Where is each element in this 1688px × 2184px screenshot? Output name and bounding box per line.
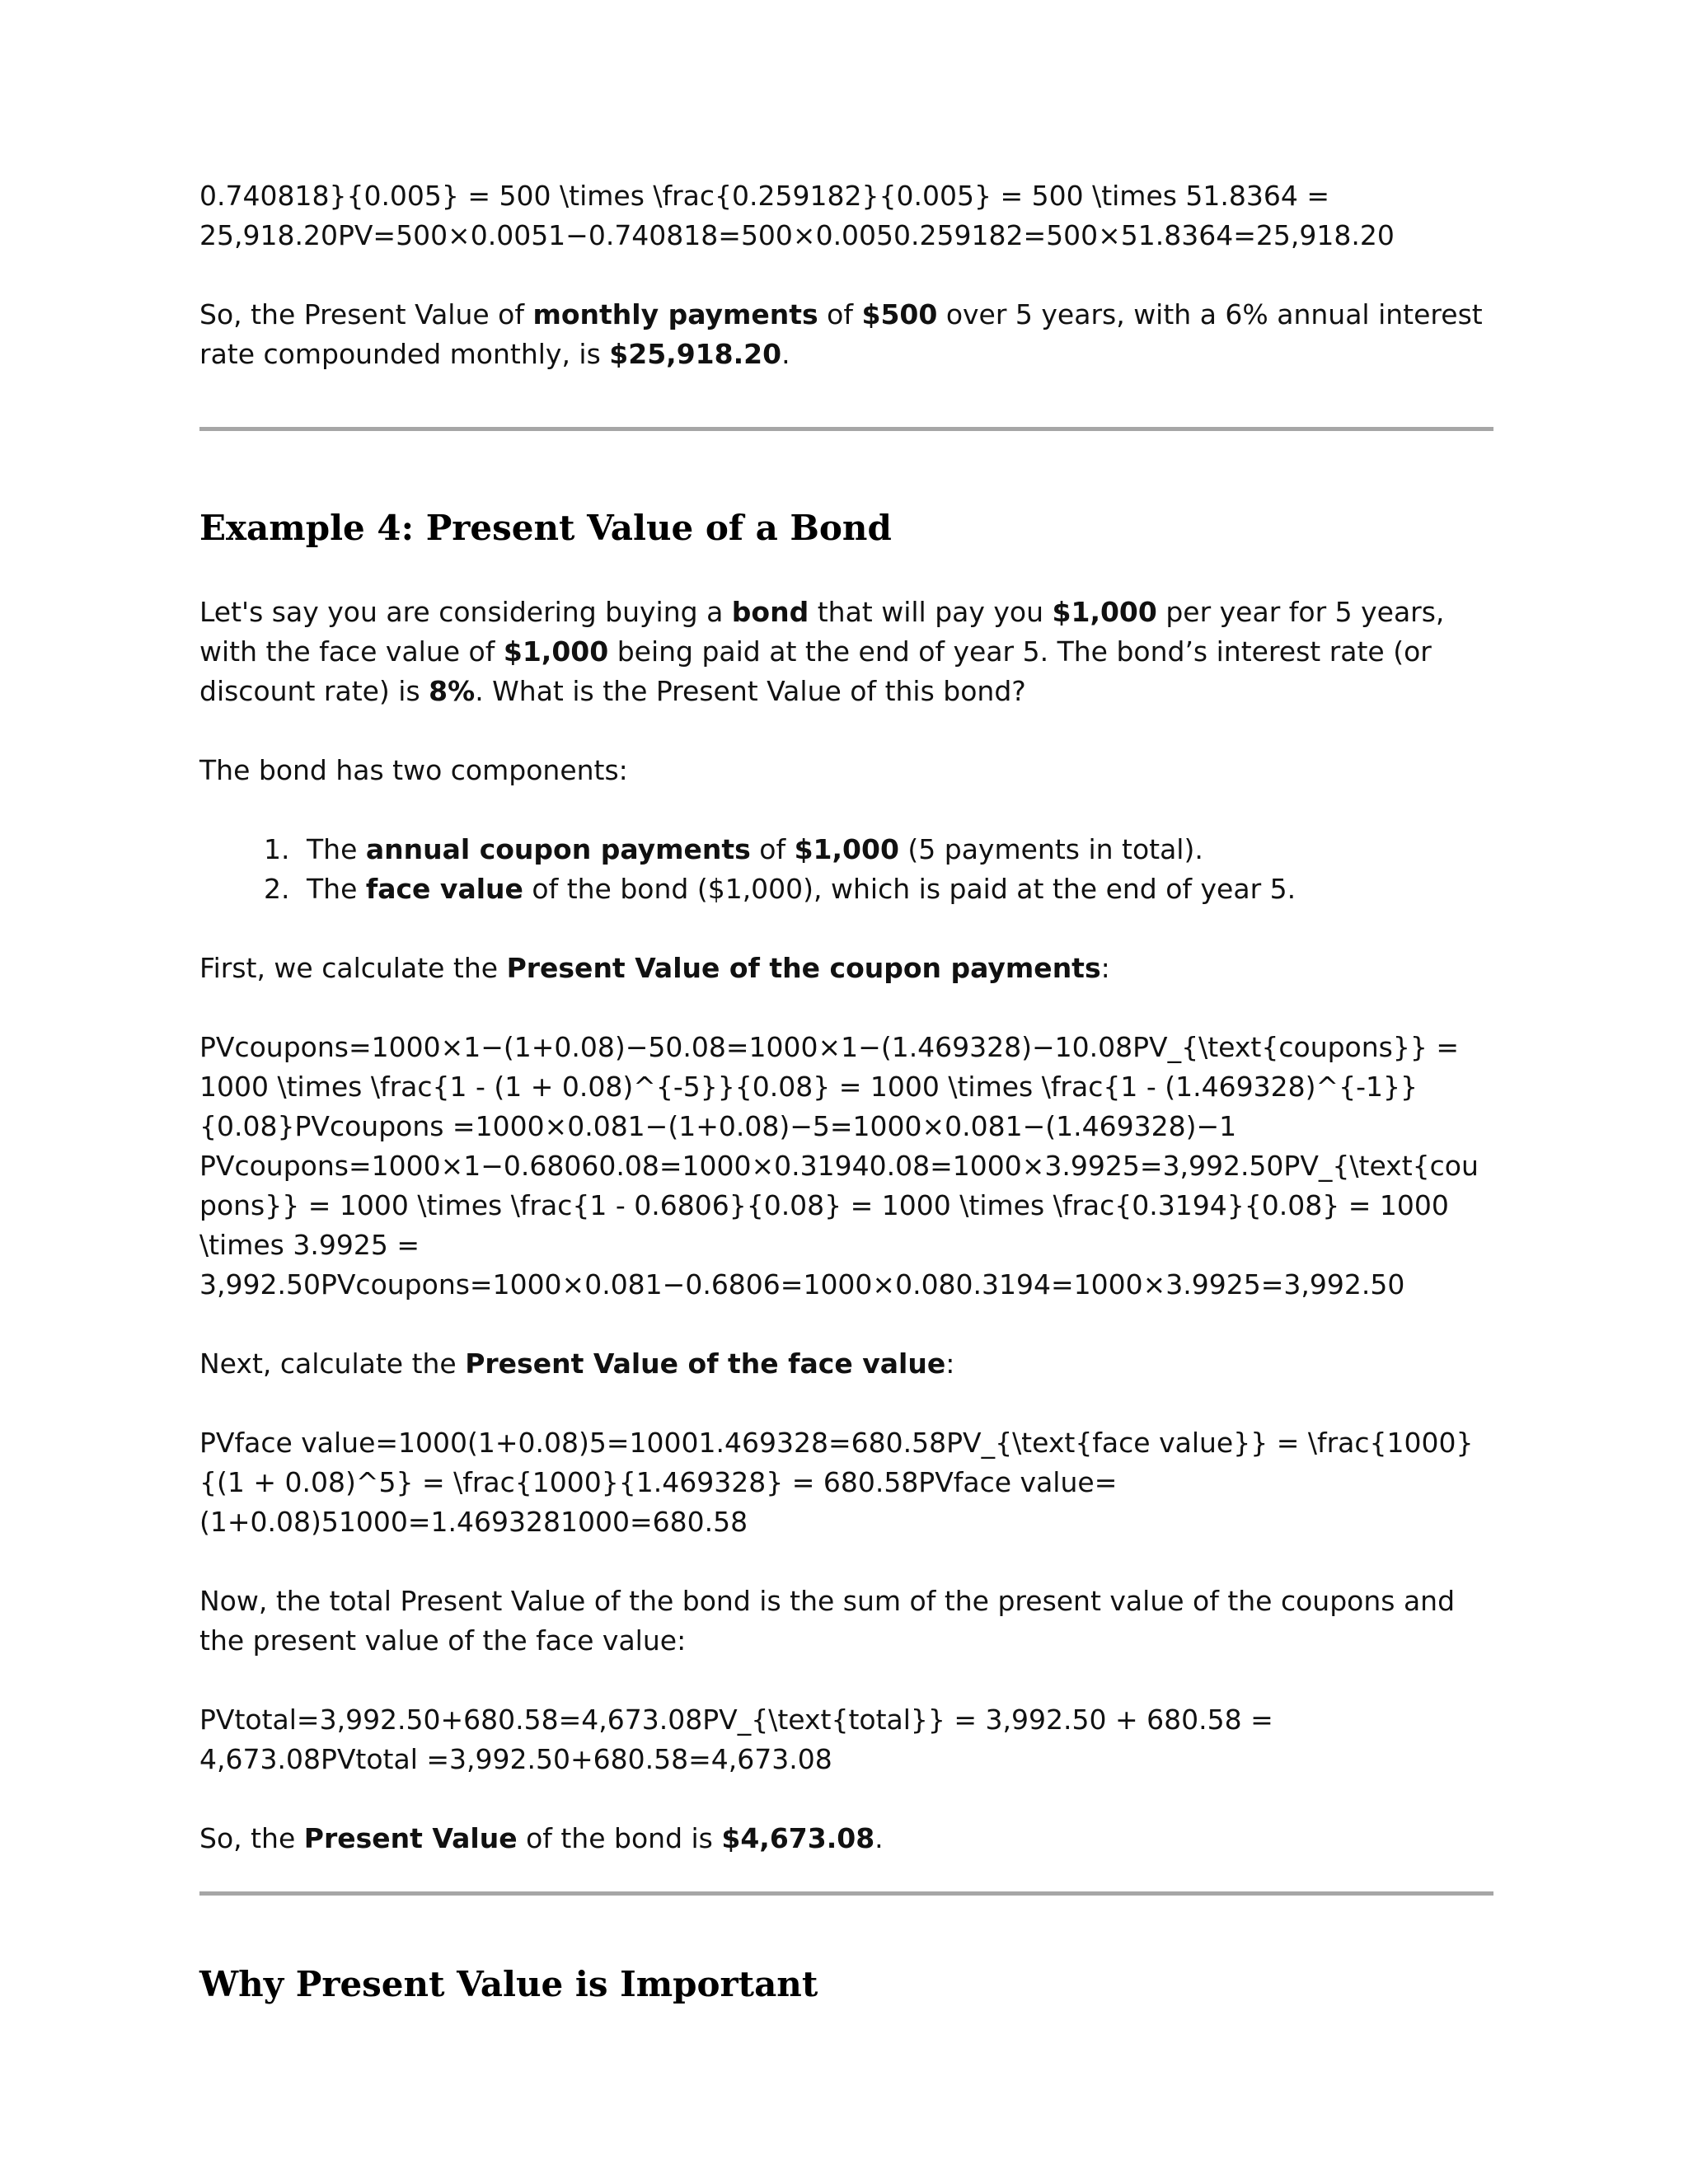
total-pv-formula: PVtotal=3,992.50+680.58=4,673.08PV_{\text{total}} = 3,992.50 + 680.58 = 4,673.08PVtotal =3,992.50+680.58=4,673.08 [199, 1704, 1273, 1775]
summary-bold-amount: $500 [861, 298, 938, 330]
intro-text: Next, calculate the [199, 1347, 466, 1380]
intro-bold: Present Value of the coupon payments [506, 952, 1101, 984]
list-item [298, 869, 1493, 909]
summary-text: . [781, 338, 790, 370]
list-text: (5 payments in total). [898, 833, 1203, 865]
intro-text: Let's say you are considering buying a [199, 596, 732, 628]
intro-bold-bond: bond [731, 596, 809, 628]
intro-text: : [945, 1347, 955, 1380]
intro-text: First, we calculate the [199, 952, 507, 984]
face-pv-formula: PVface value=1000(1+0.08)5=10001.469328=680.58PV_{\text{face value}} = \frac{1000}{(1 + 0.08)^5} = \frac{1000}{1.469328} = 680.58PVface value=(1+0.08)51000=1.4693281000=680.58 [199, 1427, 1474, 1538]
conclusion-text: So, the [199, 1822, 304, 1854]
summary-text: of [818, 298, 862, 330]
intro-text: being paid at the end of year 5. The bond’s interest rate (or discount rate) is [199, 635, 1432, 707]
example-4-heading: Example 4: Present Value of a Bond [199, 508, 892, 548]
coupon-pv-formula [199, 1028, 1493, 1146]
bond-intro [199, 593, 1493, 711]
bond-pv-conclusion [199, 1819, 1493, 1858]
intro-text: that will pay you [809, 596, 1053, 628]
list-text: The [307, 873, 366, 905]
summary-text: over 5 years, with a 6% annual interest rate compounded monthly, is [199, 298, 1483, 370]
intro-bold: Present Value of the face value [465, 1347, 946, 1380]
list-item [298, 830, 1493, 869]
total-pv-intro: Now, the total Present Value of the bond is the sum of the present value of the coupons and the present value of the face value: [199, 1585, 1456, 1657]
conclusion-bold: Present Value [303, 1822, 518, 1854]
coupon-pv-formula-result [199, 1146, 1493, 1305]
formula-text: PVcoupons=1000×1−0.68060.08=1000×0.31940.08=1000×3.9925=3,992.50PV_{\text{coupons}} = 1000 \times \frac{1 - 0.6806}{0.08} = 1000 \times \frac{0.3194}{0.08} = 1000 \times 3.9925 = 3,992.50PVcoupons=1000×0.081−0.6806=1000×0.080.3194=1000×3.9925=3,992.50 [199, 1150, 1479, 1301]
list-text: of the bond ($1,000), which is paid at the end of year 5. [523, 873, 1296, 905]
intro-text: . What is the Present Value of this bond? [475, 675, 1026, 707]
list-text: of [750, 833, 795, 865]
formula-line-1: 0.740818}{0.005} = 500 \times \frac{0.259182}{0.005} = 500 \times 51.8364 = [199, 180, 1330, 212]
intro-bold-face-value: $1,000 [503, 635, 609, 668]
monthly-pv-summary [199, 295, 1493, 374]
components-intro: The bond has two components: [199, 754, 628, 786]
list-bold: annual coupon payments [365, 833, 751, 865]
monthly-pv-formula [199, 176, 1493, 255]
summary-bold-result: $25,918.20 [609, 338, 782, 370]
conclusion-bold-result: $4,673.08 [721, 1822, 875, 1854]
intro-bold-payment: $1,000 [1052, 596, 1157, 628]
intro-text: : [1100, 952, 1110, 984]
section-divider [199, 1891, 1493, 1896]
list-bold: $1,000 [794, 833, 899, 865]
conclusion-text: . [874, 1822, 884, 1854]
list-text: The [307, 833, 366, 865]
section-divider [199, 427, 1493, 431]
components-list [199, 830, 1493, 909]
face-pv-intro [199, 1344, 1493, 1384]
formula-text: PVcoupons=1000×1−(1+0.08)−50.08=1000×1−(1.469328)−10.08PV_{\text{coupons}} = 1000 \times \frac{1 - (1 + 0.08)^{-5}}{0.08} = 1000 \times \frac{1 - (1.469328)^{-1}}{0.08}PVcoupons =1000×0.081−(1+0.08)−5=1000×0.081−(1.469328)−1 [199, 1031, 1459, 1142]
intro-bold-rate: 8% [429, 675, 476, 707]
summary-bold-monthly-payments: monthly payments [532, 298, 818, 330]
formula-line-2: 25,918.20PV=500×0.0051−0.740818=500×0.0050.259182=500×51.8364=25,918.20 [199, 219, 1395, 251]
summary-text: So, the Present Value of [199, 298, 533, 330]
coupon-pv-intro [199, 949, 1493, 988]
conclusion-text: of the bond is [517, 1822, 722, 1854]
document-content [199, 176, 1493, 2008]
intro-text: per year for 5 years, with the face value of [199, 596, 1445, 668]
why-present-value-heading: Why Present Value is Important [199, 1964, 818, 2004]
list-bold: face value [365, 873, 523, 905]
